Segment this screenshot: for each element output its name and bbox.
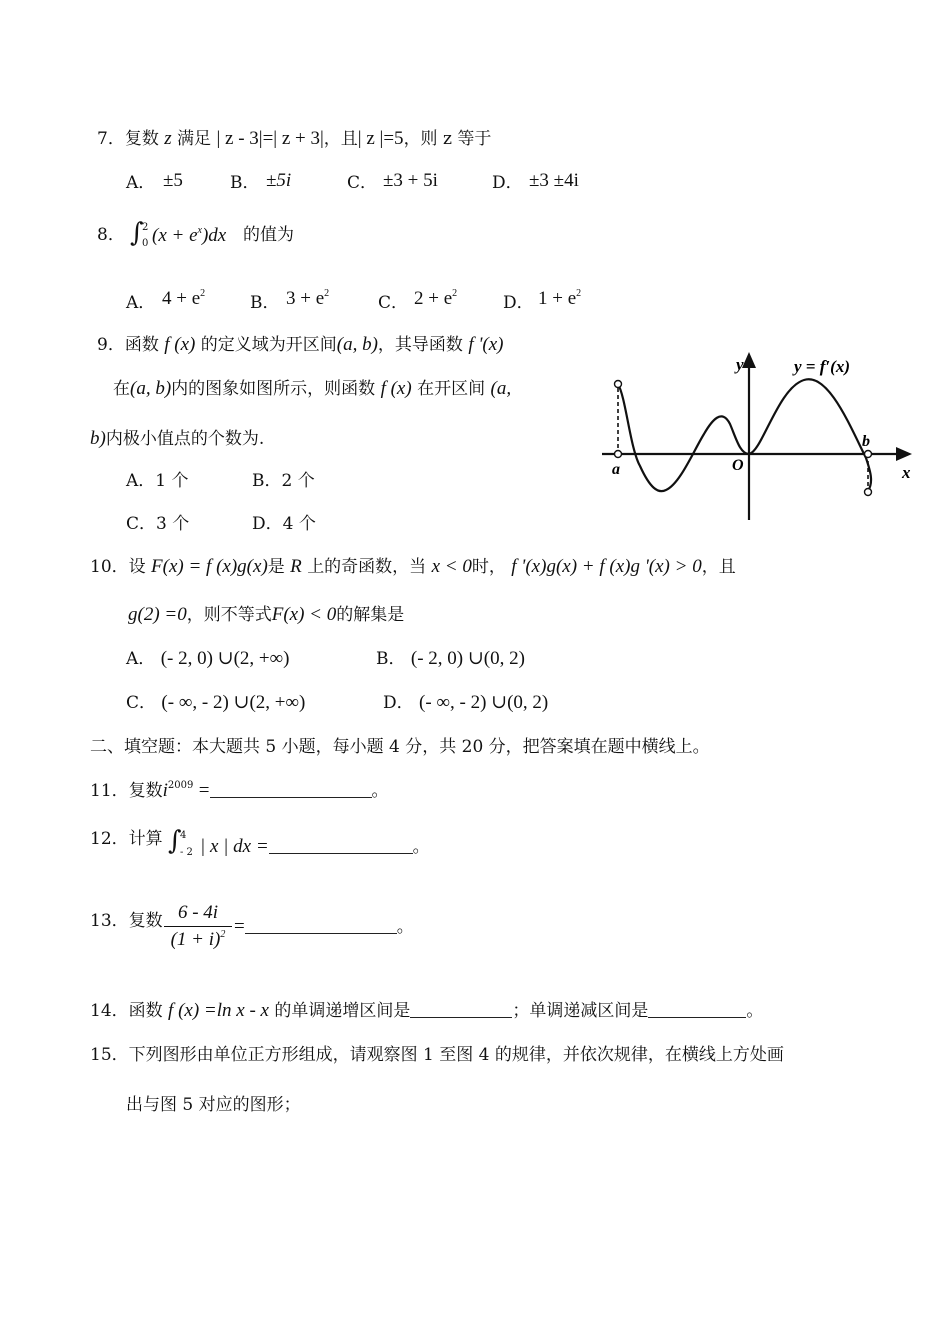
q7-option-a: A． — [126, 173, 156, 193]
q9-line1: 9．函数 f (x) 的定义域为开区间(a, b)，其导函数 f '(x) — [97, 334, 504, 355]
y-axis-label: y — [736, 355, 744, 374]
q12-label: 12．计算 — [90, 829, 163, 849]
a-open-point — [615, 451, 622, 458]
function-label: y = f′(x) — [794, 357, 850, 376]
q7-number: 7． — [97, 129, 125, 149]
q10-option-c: C． (- ∞, - 2) ∪(2, +∞) — [126, 692, 306, 713]
a-open-endpoint — [615, 381, 622, 388]
q8-integrand: $(x + e^x)dx$ — [152, 225, 227, 246]
q10-line1: 10．设 F(x) = f (x)g(x)是 R 上的奇函数，当 x < 0时， f '(x)g(x) + f (x)g '(x) > 0，且 — [90, 556, 736, 577]
q7-option-d-value: ±3 ±4i — [529, 170, 579, 191]
q9-line2: 在(a, b)内的图象如图所示，则函数 f (x) 在开区间 (a, — [113, 378, 512, 399]
q14-increasing-blank[interactable] — [410, 1001, 512, 1018]
q13-label: 13．复数 — [90, 911, 163, 931]
x-axis-label: x — [902, 463, 911, 482]
q8-option-d-value: $1 + e^2$ — [538, 288, 582, 309]
q14-decreasing-blank[interactable] — [648, 1001, 746, 1018]
b-open-point — [865, 451, 872, 458]
q10-line2: g(2) =0，则不等式F(x) < 0的解集是 — [128, 604, 405, 625]
b-open-endpoint — [865, 489, 872, 496]
q15-line1: 15．下列图形由单位正方形组成，请观察图 1 至图 4 的规律，并依次规律，在横线上方处画 — [90, 1045, 784, 1065]
q10-option-a: A． (- 2, 0) ∪(2, +∞) — [126, 648, 290, 669]
q12-upper-limit: 4 — [180, 830, 187, 841]
q13-numerator: 6 - 4i — [164, 902, 232, 927]
q13-answer-blank[interactable] — [245, 917, 397, 934]
q7-modulus: | z |=5 — [357, 128, 404, 149]
q7-option-b: B． — [230, 173, 260, 193]
q8-option-a-value: $4 + e^2$ — [162, 288, 206, 309]
q7-option-b-value: ±5i — [266, 170, 292, 191]
q7-condition: | z - 3|=| z + 3| — [216, 128, 324, 149]
q12-lower-limit: - 2 — [180, 847, 193, 858]
x-axis-arrow-icon — [896, 447, 912, 461]
q10-option-d: D． (- ∞, - 2) ∪(0, 2) — [383, 692, 549, 713]
q8-lower-limit: 0 — [142, 238, 149, 249]
q8-option-b-value: $3 + e^2$ — [286, 288, 330, 309]
q9-option-d: D．4 个 — [252, 514, 316, 534]
a-label: a — [612, 461, 620, 478]
q9-option-c: C．3 个 — [126, 514, 190, 534]
q8-stem: 的值为 — [243, 225, 294, 245]
q13-answer: = 。 — [234, 916, 414, 937]
q8-upper-limit: 2 — [142, 222, 149, 233]
integral-sign-icon: ∫ — [168, 826, 182, 856]
q9-option-b: B．2 个 — [252, 471, 315, 491]
q9-option-a: A．1 个 — [126, 471, 189, 491]
q9-line3: b)内极小值点的个数为. — [90, 428, 265, 449]
q11: 11．复数$i^{2009}$ = 。 — [90, 780, 389, 801]
derivative-curve — [618, 379, 871, 491]
q12-expression: | x | dx = 。 — [200, 836, 430, 857]
q7-option-d: D． — [492, 173, 523, 193]
q15-line2: 出与图 5 对应的图形； — [126, 1095, 301, 1115]
b-label: b — [862, 433, 870, 450]
q8-number: 8． — [97, 225, 125, 245]
q7-option-c-value: ±3 + 5i — [383, 170, 438, 191]
q7-option-a-value: ±5 — [163, 170, 183, 191]
q10-option-b: B． (- 2, 0) ∪(0, 2) — [376, 648, 525, 669]
q7-stem: 7．复数 z 满足 | z - 3|=| z + 3|，且| z |=5，则 z 等于 — [97, 128, 492, 149]
integral-sign-icon: ∫ — [130, 218, 144, 248]
q14: 14．函数 f (x) =ln x - x 的单调递增区间是 ；单调递减区间是 。 — [90, 1000, 764, 1021]
q13-fraction — [164, 902, 232, 951]
section-title: 二、填空题：本大题共 5 小题，每小题 4 分，共 20 分，把答案填在题中横线上。 — [90, 737, 710, 757]
q8-option-c: C． — [378, 293, 409, 313]
y-axis-arrow-icon — [742, 352, 756, 368]
origin-label: O — [732, 457, 744, 474]
q13-denominator: $(1 + i)^2$ — [170, 929, 226, 950]
q8-option-c-value: $2 + e^2$ — [414, 288, 458, 309]
q7-option-c: C． — [347, 173, 378, 193]
q8-option-b: B． — [250, 293, 280, 313]
q12-answer-blank[interactable] — [269, 837, 413, 854]
q11-answer-blank[interactable] — [210, 781, 372, 798]
q9-derivative-graph — [596, 348, 916, 528]
q8-option-a: A． — [126, 293, 156, 313]
q8-option-d: D． — [503, 293, 534, 313]
